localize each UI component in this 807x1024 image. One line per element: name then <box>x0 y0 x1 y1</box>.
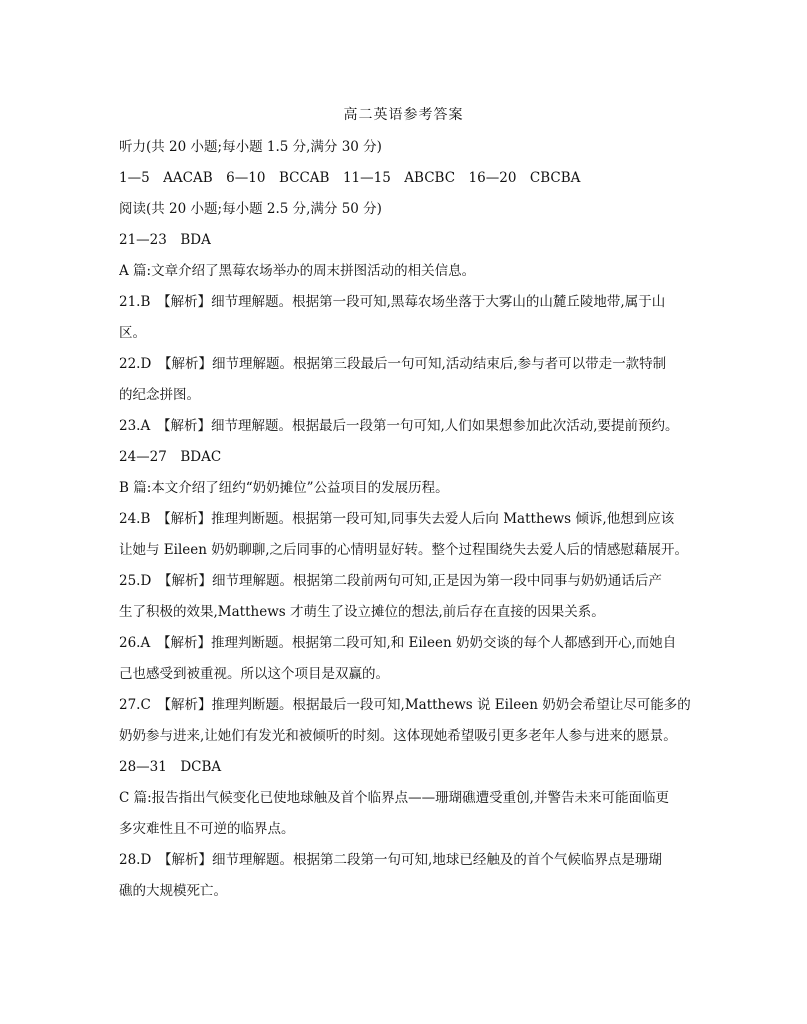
text-line: 生了积极的效果,Matthews 才萌生了设立摊位的想法,前后存在直接的因果关系。 <box>119 604 605 620</box>
text-line: 区。 <box>119 325 146 341</box>
text-line: 27.C 【解析】推理判断题。根据最后一段可知,Matthews 说 Eileen 奶奶会希望让尽可能多的 <box>119 697 691 713</box>
page-title: 高二英语参考答案 <box>343 107 464 123</box>
text-line: 28.D 【解析】细节理解题。根据第二段第一句可知,地球已经触及的首个气候临界点是珊瑚 <box>119 852 662 868</box>
text-line: 21.B 【解析】细节理解题。根据第一段可知,黑莓农场坐落于大雾山的山麓丘陵地带,属于山 <box>119 294 666 310</box>
text-line: 24.B 【解析】推理判断题。根据第一段可知,同事失去爱人后向 Matthews 倾诉,他想到应该 <box>119 511 675 527</box>
text-line: 21—23 BDA <box>119 232 211 248</box>
answer-text-body <box>119 132 699 907</box>
text-line: 奶奶参与进来,让她们有发光和被倾听的时刻。这体现她希望吸引更多老年人参与进来的愿景。 <box>119 728 677 744</box>
text-line: 己也感受到被重视。所以这个项目是双赢的。 <box>119 666 389 682</box>
text-line: 25.D 【解析】细节理解题。根据第二段前两句可知,正是因为第一段中同事与奶奶通话后产 <box>119 573 662 589</box>
text-line: 24—27 BDAC <box>119 449 222 465</box>
text-line: 23.A 【解析】细节理解题。根据最后一段第一句可知,人们如果想参加此次活动,要提前预约。 <box>119 418 679 434</box>
text-line: 让她与 Eileen 奶奶聊聊,之后同事的心情明显好转。整个过程围绕失去爱人后的情感慰藉展开。 <box>119 542 689 558</box>
text-line: 22.D 【解析】细节理解题。根据第三段最后一句可知,活动结束后,参与者可以带走一款特制 <box>119 356 667 372</box>
text-line: C 篇:报告指出气候变化已使地球触及首个临界点——珊瑚礁遭受重创,并警告未来可能面临更 <box>119 790 669 806</box>
text-line: 多灾难性且不可逆的临界点。 <box>119 821 295 837</box>
text-line: 1—5 AACAB 6—10 BCCAB 11—15 ABCBC 16—20 CBCBA <box>119 170 581 186</box>
text-line: B 篇:本文介绍了纽约“奶奶摊位”公益项目的发展历程。 <box>119 480 449 496</box>
text-line: 28—31 DCBA <box>119 759 222 775</box>
text-line: A 篇:文章介绍了黑莓农场举办的周末拼图活动的相关信息。 <box>119 263 476 279</box>
text-line: 阅读(共 20 小题;每小题 2.5 分,满分 50 分) <box>119 201 382 217</box>
text-line: 的纪念拼图。 <box>119 387 200 403</box>
text-line: 26.A 【解析】推理判断题。根据第二段可知,和 Eileen 奶奶交谈的每个人都感到开心,而她自 <box>119 635 677 651</box>
text-line: 礁的大规模死亡。 <box>119 883 227 899</box>
text-line: 听力(共 20 小题;每小题 1.5 分,满分 30 分) <box>119 139 382 155</box>
